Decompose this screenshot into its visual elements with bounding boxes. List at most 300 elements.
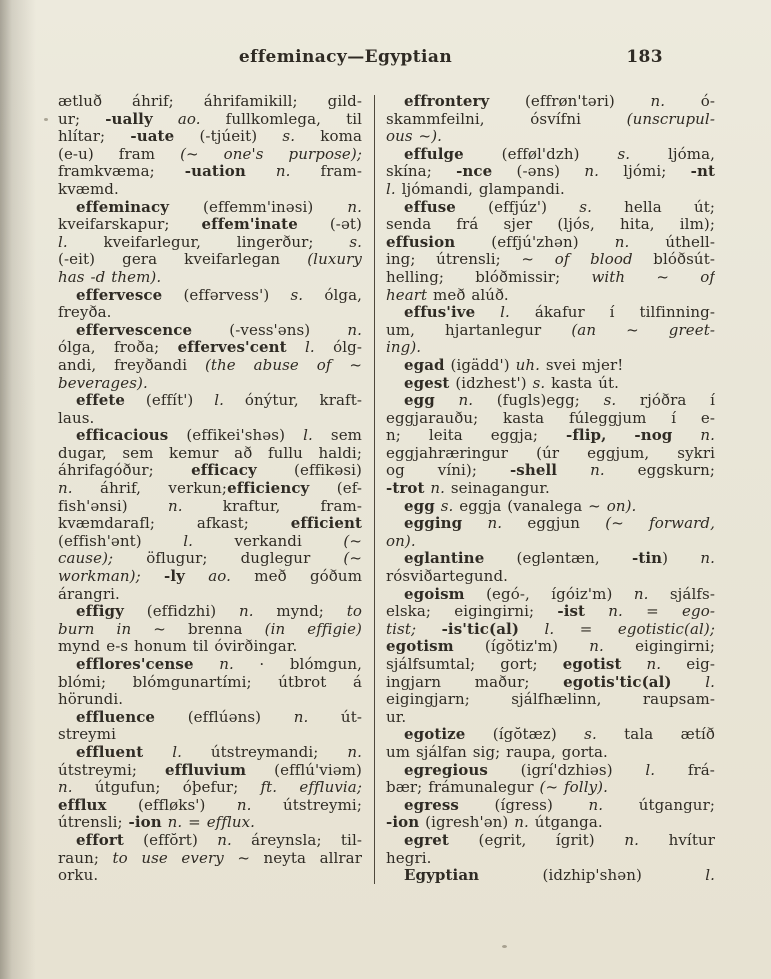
italic-text: has -d them).	[58, 268, 162, 286]
text: (effemm'inəsi)	[169, 198, 348, 216]
entry-line	[58, 832, 362, 850]
text: hörundi.	[58, 691, 124, 709]
entry-line	[386, 304, 715, 322]
text: ákafur í tilfinning-	[509, 304, 715, 322]
entry-line	[386, 762, 715, 780]
text: (effərvess')	[162, 286, 291, 304]
text	[519, 621, 544, 638]
italic-text: s.	[290, 286, 304, 304]
entry-line	[58, 691, 362, 709]
entry-line	[58, 111, 362, 129]
text: =	[554, 620, 618, 638]
text: öflugur; duglegur	[113, 550, 344, 568]
text: andi, freyðandi	[58, 356, 205, 374]
text: · blómgun,	[233, 656, 362, 673]
text: koma	[295, 128, 362, 146]
text: neyta allrar	[250, 849, 362, 867]
text: (effŏrt)	[123, 831, 218, 849]
text: (igresh'ən)	[419, 814, 515, 832]
italic-text: s.	[617, 145, 631, 163]
headword: -uation	[184, 163, 246, 181]
italic-text: uh.	[515, 356, 540, 374]
entry-line	[386, 216, 715, 234]
headword: effete	[76, 392, 126, 410]
text	[557, 462, 590, 479]
headword: efficacious	[76, 427, 169, 445]
text	[185, 568, 208, 585]
text: (ef-	[309, 480, 362, 498]
entry-line	[58, 533, 362, 551]
italic-text: n.	[458, 392, 474, 410]
entry-line	[58, 586, 362, 604]
entry-line	[58, 357, 362, 375]
entry-line	[386, 163, 715, 181]
text: blómi; blómgunartími; útbrot á	[58, 673, 362, 691]
text: um sjálfan sig; raupa, gorta.	[386, 743, 608, 761]
italic-text: egotistic(al);	[617, 620, 715, 638]
entry-line	[58, 251, 362, 269]
column-gap	[362, 93, 386, 885]
entry-line	[386, 586, 715, 604]
italic-text: ing).	[386, 339, 422, 357]
text: útstreymi;	[58, 761, 165, 779]
italic-text: ego-	[682, 603, 715, 621]
headword: eglantine	[404, 550, 485, 568]
text: =	[182, 814, 207, 832]
italic-text: n.	[487, 515, 503, 533]
headword: egotis'tic(al)	[563, 673, 672, 691]
italic-text: on).	[386, 532, 416, 550]
italic-text: s.	[579, 198, 592, 216]
italic-text: n.	[167, 497, 183, 515]
headword: effluent	[76, 743, 144, 761]
headword: -tin	[632, 550, 663, 568]
entry-line	[386, 568, 715, 586]
page-number: 183	[626, 47, 663, 67]
text: fullkomlega, til	[200, 110, 362, 128]
text: ing; útrensli;	[386, 251, 522, 269]
page-header	[58, 47, 713, 69]
text: eig-	[661, 656, 715, 673]
headword: -uate	[130, 128, 175, 146]
headword: effort	[76, 831, 124, 849]
text: eggjun	[502, 515, 606, 533]
italic-text: s.	[603, 392, 617, 410]
text: freyða.	[58, 304, 112, 322]
text: útstreymi;	[251, 796, 362, 814]
headword: effrontery	[404, 93, 490, 110]
entry-line	[58, 850, 362, 868]
entry-line	[58, 674, 362, 692]
text: sem	[312, 427, 362, 445]
entry-line	[386, 357, 715, 375]
text: áhrif, verkun;	[72, 480, 228, 498]
italic-text: n.	[217, 831, 232, 849]
italic-text: (in effigie)	[264, 620, 362, 638]
text: eigingjarn; sjálfhælinn, raupsam-	[386, 691, 715, 709]
headword: effluence	[76, 708, 156, 726]
text: ljómandi, glampandi.	[395, 180, 565, 198]
text: (fugls)egg;	[473, 392, 604, 410]
italic-text: ous ~).	[386, 128, 443, 146]
text: bær; frámunalegur	[386, 779, 540, 797]
italic-text: l.	[172, 743, 182, 761]
text: (effløks')	[106, 796, 237, 814]
entry-line	[58, 480, 362, 498]
text: (ígŏtiz'm)	[453, 638, 590, 656]
italic-text: l.	[705, 673, 715, 691]
italic-text: n.	[58, 480, 73, 498]
entry-line	[386, 638, 715, 656]
headword: -ion	[128, 814, 162, 832]
italic-text: beverages).	[58, 374, 148, 392]
headword: effervescence	[76, 321, 193, 339]
italic-text: heart	[386, 286, 428, 304]
text: ljómi;	[599, 163, 691, 181]
italic-text: ao.	[177, 110, 201, 128]
entry-line	[58, 498, 362, 516]
text: ó-	[665, 93, 715, 110]
entry-line	[58, 709, 362, 727]
text: (idzhest')	[449, 374, 533, 392]
entry-line	[58, 656, 362, 674]
text: út-	[308, 708, 362, 726]
entry-line	[386, 339, 715, 357]
italic-text: ft.	[260, 779, 278, 797]
text: kasta út.	[545, 374, 619, 392]
text: frá-	[655, 761, 715, 779]
text: úthell-	[629, 233, 715, 251]
text: verkandi	[192, 532, 344, 550]
entry-line	[386, 832, 715, 850]
text: blóðsút-	[632, 251, 715, 269]
headword: egg	[404, 497, 435, 515]
text: skammfeilni, ósvífni	[386, 110, 627, 128]
italic-text: n.	[58, 779, 73, 797]
italic-text: n.	[584, 163, 600, 181]
italic-text: n.	[614, 233, 630, 251]
text: rjóðra í	[616, 392, 715, 410]
entry-line	[58, 234, 362, 252]
entry-line	[386, 656, 715, 674]
italic-text: burn in ~	[58, 620, 166, 638]
italic-text: n.	[588, 796, 604, 814]
text: n; leita eggja;	[386, 427, 567, 445]
headword: effigy	[76, 603, 124, 621]
text: (-eit) gera kveifarlegan	[58, 251, 308, 269]
page-title: effeminacy—Egyptian	[238, 47, 453, 67]
left-column	[58, 93, 362, 885]
text: (ígŏtæz)	[465, 726, 585, 744]
italic-text: n.	[633, 585, 649, 603]
italic-text: n.	[589, 638, 604, 656]
text: kvæmd.	[58, 180, 119, 198]
column-divider-rule	[374, 95, 375, 884]
italic-text: n.	[608, 603, 623, 621]
text: ljóma,	[630, 145, 715, 163]
italic-text: l.	[705, 867, 715, 885]
entry-line	[386, 287, 715, 305]
headword: effeminacy	[76, 198, 170, 216]
entry-line	[386, 674, 715, 692]
text: ætluð áhrif; áhrifamikill; gild-	[58, 93, 362, 110]
italic-text: l.	[386, 180, 396, 198]
entry-line	[386, 533, 715, 551]
italic-text: with ~ of	[591, 268, 715, 286]
italic-text: n.	[167, 814, 183, 832]
entry-line	[58, 304, 362, 322]
text: ólg-	[314, 339, 362, 357]
italic-text: workman);	[58, 568, 141, 586]
text: áreynsla; til-	[231, 831, 362, 849]
entry-line	[386, 181, 715, 199]
headword: effulge	[404, 145, 464, 163]
italic-text: (the abuse of ~	[204, 356, 362, 374]
text: með alúð.	[427, 286, 509, 304]
italic-text: n.	[347, 321, 362, 339]
italic-text: (unscrupul-	[626, 110, 715, 128]
entry-line	[386, 850, 715, 868]
entry-line	[58, 550, 362, 568]
text: (egrit, ígrit)	[448, 831, 625, 849]
italic-text: (an ~ greet-	[571, 321, 715, 339]
italic-text: (~ forward,	[605, 515, 715, 533]
text: útstreymandi;	[181, 743, 348, 761]
text: kveifarskapur;	[58, 216, 202, 234]
text	[672, 674, 706, 691]
italic-text: s.	[440, 497, 454, 515]
text: ingjarn maður;	[386, 673, 564, 691]
entry-line	[58, 515, 362, 533]
entry-line	[58, 269, 362, 287]
text: ólga,	[303, 286, 362, 304]
text: áhrifagóður;	[58, 462, 192, 480]
text: hlítar;	[58, 128, 131, 146]
entry-line	[58, 287, 362, 305]
entry-line	[386, 779, 715, 797]
entry-line	[386, 251, 715, 269]
italic-text: l.	[214, 392, 224, 410]
entry-line	[58, 427, 362, 445]
text: (efflú'viəm)	[246, 761, 362, 779]
entry-line	[386, 814, 715, 832]
text: orku.	[58, 867, 99, 885]
text-block	[58, 93, 715, 885]
headword: -ist	[557, 603, 586, 621]
italic-text: ~ on).	[588, 497, 637, 515]
headword: efflores'cense	[76, 656, 194, 673]
text: ólga, froða;	[58, 339, 178, 357]
italic-text: l.	[544, 620, 555, 638]
text: mynd;	[253, 603, 347, 621]
entry-line	[58, 445, 362, 463]
entry-line	[58, 621, 362, 639]
text: (e-u) fram	[58, 145, 181, 163]
headword: egregious	[404, 761, 488, 779]
italic-text: l.	[305, 339, 315, 357]
italic-text: to	[346, 603, 362, 621]
right-column	[386, 93, 715, 885]
entry-line	[58, 779, 362, 797]
text: (effikei'shəs)	[168, 427, 304, 445]
text: eggjarauðu; kasta fúleggjum í e-	[386, 409, 715, 427]
text: (effidzhi)	[123, 603, 239, 621]
text: (idzhip'shən)	[479, 867, 706, 885]
italic-text: l.	[58, 233, 68, 251]
entry-line	[386, 726, 715, 744]
headword: -is'tic(al)	[441, 620, 520, 638]
italic-text: n.	[430, 480, 446, 498]
headword: Egyptian	[404, 867, 480, 885]
italic-text: n.	[700, 427, 715, 445]
text: og víni);	[386, 462, 510, 480]
text: útgufun; óþefur;	[72, 779, 261, 797]
headword: effuse	[404, 198, 456, 216]
italic-text: (~ folly).	[539, 779, 608, 797]
text: framkvæma;	[58, 163, 185, 181]
text: (efflúəns)	[155, 708, 294, 726]
text: með góðum	[231, 568, 362, 586]
text: (igädd')	[444, 356, 516, 374]
text	[246, 163, 276, 180]
text: (efføl'dzh)	[463, 145, 618, 163]
text: dugar, sem kemur að fullu haldi;	[58, 444, 362, 462]
text: útgangur;	[603, 796, 715, 814]
italic-text: n.	[700, 550, 715, 568]
italic-text: n.	[236, 796, 252, 814]
headword: efficacy	[191, 462, 257, 480]
text	[143, 744, 172, 761]
italic-text: ~ of blood	[521, 251, 633, 269]
italic-text: l.	[645, 761, 656, 779]
text: sjálfsumtal; gort;	[386, 656, 563, 673]
entry-line	[386, 797, 715, 815]
text: sjálfs-	[648, 585, 715, 603]
entry-line	[386, 322, 715, 340]
entry-line	[386, 550, 715, 568]
italic-text: n.	[624, 831, 639, 849]
text	[416, 621, 441, 638]
text: helling; blóðmissir;	[386, 268, 592, 286]
italic-text: n.	[646, 656, 662, 673]
text: =	[622, 603, 683, 621]
text: (effikəsi)	[256, 462, 362, 480]
entry-line	[386, 867, 715, 885]
headword: egg	[404, 392, 435, 410]
text: (effrøn'təri)	[489, 93, 651, 110]
text: brenna	[165, 620, 265, 638]
text: eggjahræringur (úr eggjum, sykri	[386, 444, 715, 462]
text: raun;	[58, 849, 113, 867]
italic-text: to use every ~	[112, 849, 250, 867]
italic-text: (~	[343, 532, 362, 550]
entry-line	[58, 726, 362, 744]
text	[153, 111, 178, 128]
text: (-vess'əns)	[192, 321, 348, 339]
entry-line	[386, 480, 715, 498]
text: (effjúz')	[455, 198, 580, 216]
text	[435, 392, 459, 409]
text: )	[662, 550, 701, 568]
text: ur.	[386, 708, 407, 726]
text	[287, 339, 305, 356]
text: eggja (vanalega	[453, 497, 589, 515]
entry-line	[58, 638, 362, 656]
entry-line	[58, 814, 362, 832]
text: kraftur, fram-	[182, 497, 362, 515]
headword: egotist	[562, 656, 622, 673]
text: (egó-, ígóiz'm)	[464, 585, 634, 603]
headword: egoism	[404, 585, 465, 603]
entry-line	[58, 181, 362, 199]
headword: -nt	[690, 163, 715, 181]
italic-text: l.	[303, 427, 313, 445]
text	[621, 656, 646, 673]
text: (ígress)	[458, 796, 589, 814]
headword: -shell	[509, 462, 558, 480]
text: fram-	[290, 163, 362, 181]
text: kveifarlegur, lingerður;	[67, 233, 350, 251]
headword: efficiency	[227, 480, 310, 498]
entry-line	[58, 462, 362, 480]
headword: egress	[404, 796, 459, 814]
headword: efflux	[58, 796, 107, 814]
text: (-əns)	[492, 163, 585, 181]
text: svei mjer!	[539, 356, 624, 374]
italic-text: n.	[514, 814, 529, 832]
entry-line	[386, 93, 715, 111]
italic-text: n.	[347, 743, 362, 761]
text: seinagangur.	[445, 480, 550, 498]
headword: efferves'cent	[177, 339, 287, 357]
text	[141, 568, 164, 585]
text	[672, 427, 700, 444]
italic-text: n.	[238, 603, 254, 621]
entry-line	[386, 128, 715, 146]
entry-line	[386, 269, 715, 287]
italic-text: n.	[590, 462, 605, 480]
entry-line	[58, 375, 362, 393]
entry-line	[386, 427, 715, 445]
entry-line	[58, 163, 362, 181]
text: laus.	[58, 409, 95, 427]
text: eggskurn;	[604, 462, 715, 480]
headword: effervesce	[76, 286, 163, 304]
italic-text: n.	[293, 708, 309, 726]
entry-line	[58, 392, 362, 410]
headword: egotize	[404, 726, 466, 744]
entry-line	[58, 867, 362, 885]
italic-text: (~	[343, 550, 362, 568]
italic-text: n.	[275, 163, 291, 181]
italic-text: (luxury	[307, 251, 362, 269]
text: streymi	[58, 726, 116, 744]
entry-line	[386, 709, 715, 727]
italic-text: s.	[349, 233, 362, 251]
text: ur;	[58, 110, 106, 128]
italic-text: ao.	[208, 568, 232, 586]
text: hella út;	[591, 198, 715, 216]
entry-line	[58, 603, 362, 621]
italic-text: n.	[347, 198, 362, 216]
entry-line	[58, 410, 362, 428]
entry-line	[58, 216, 362, 234]
italic-text: s.	[282, 128, 296, 146]
text	[277, 779, 299, 796]
entry-line	[386, 621, 715, 639]
text: ónýtur, kraft-	[224, 392, 362, 410]
entry-line	[386, 375, 715, 393]
